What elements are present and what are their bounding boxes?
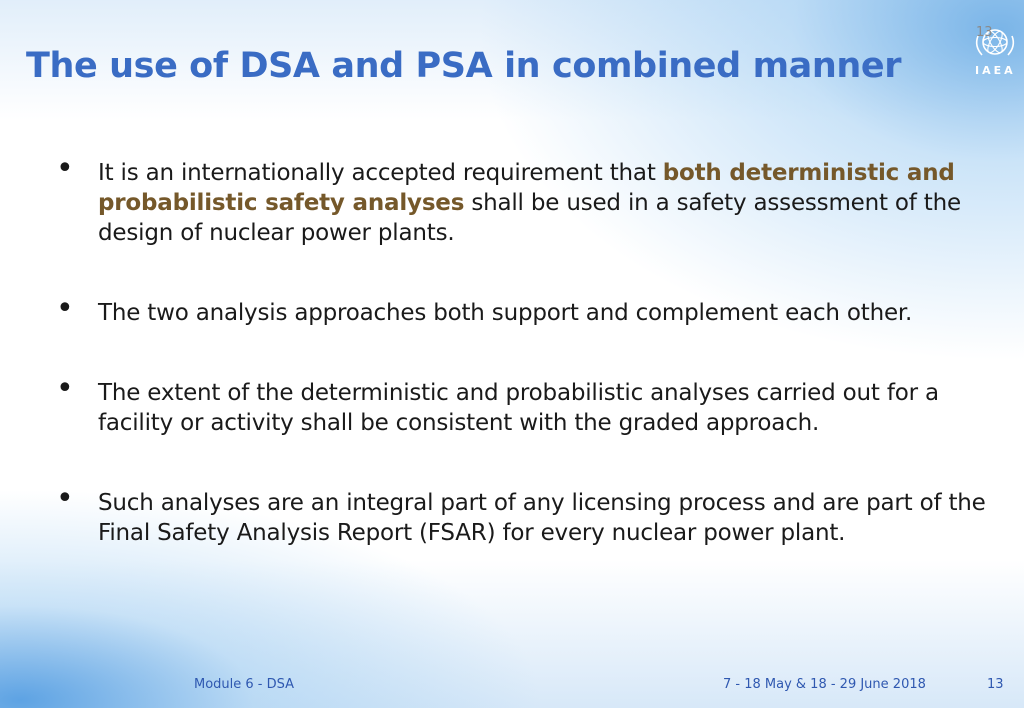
bullet-text: The two analysis approaches both support and complement each other. bbox=[98, 300, 913, 326]
footer-dates: 7 - 18 May & 18 - 29 June 2018 bbox=[723, 677, 926, 692]
bullet-text: The extent of the deterministic and probabilistic analyses carried out for a facility or activity shall be consistent with the graded approach. bbox=[98, 380, 939, 436]
bullet-text-pre: It is an internationally accepted requirement that bbox=[98, 160, 663, 186]
bullet-list bbox=[56, 151, 1006, 548]
iaea-logo-text: IAEA bbox=[975, 64, 1016, 77]
bullet-dot-icon: • bbox=[56, 481, 74, 516]
bullet-dot-icon: • bbox=[56, 291, 74, 326]
bullet-highlight: both deterministic and probabilistic safety analyses bbox=[98, 160, 955, 216]
bullet-item bbox=[56, 291, 1006, 328]
bullet-dot-icon: • bbox=[56, 371, 74, 406]
slide-number-top: 13 bbox=[976, 25, 993, 40]
bullet-dot-icon: • bbox=[56, 151, 74, 186]
bullet-item bbox=[56, 481, 1006, 548]
bullet-item bbox=[56, 151, 1006, 248]
footer-module: Module 6 - DSA bbox=[194, 677, 295, 692]
footer-page-number: 13 bbox=[987, 677, 1004, 692]
bullet-text-post: shall be used in a safety assessment of the design of nuclear power plants. bbox=[98, 190, 961, 246]
slide-title: The use of DSA and PSA in combined manner bbox=[26, 46, 902, 86]
bullet-text: Such analyses are an integral part of any licensing process and are part of the Final Safety Analysis Report (FSAR) for every nuclear power plant. bbox=[98, 490, 986, 546]
bullet-item bbox=[56, 371, 1006, 438]
